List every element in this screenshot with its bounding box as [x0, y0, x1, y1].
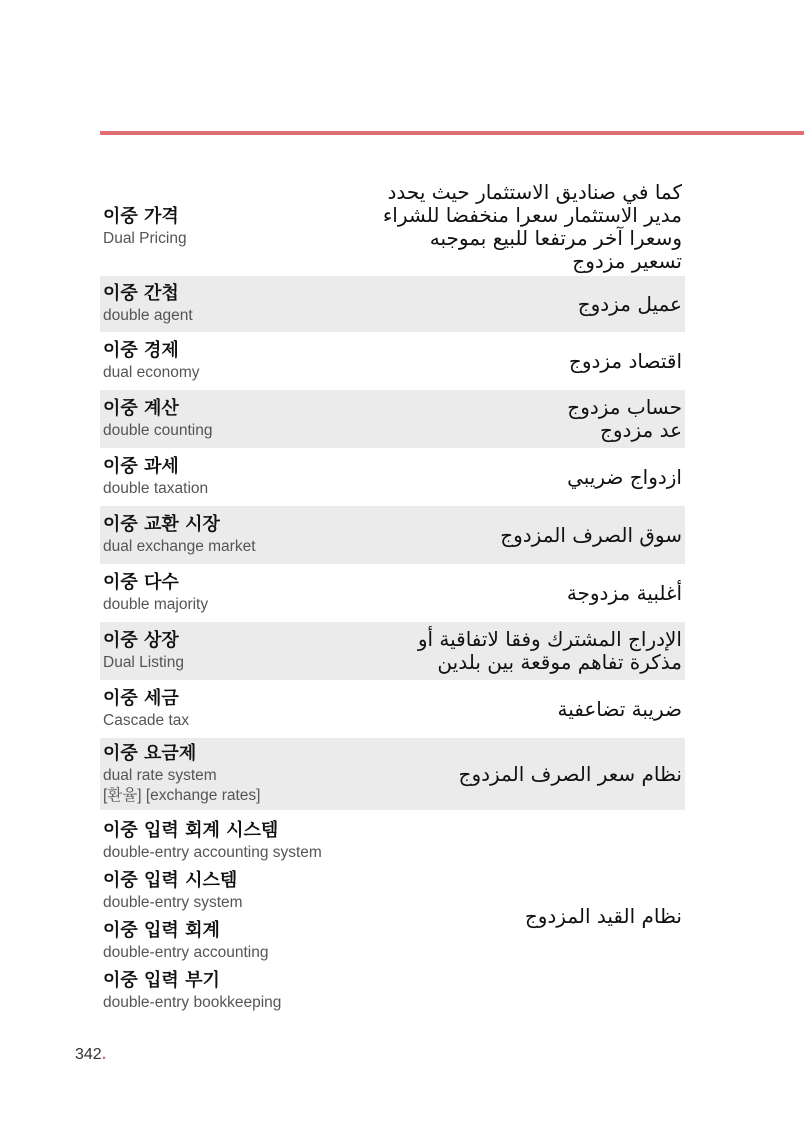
glossary-entry	[100, 680, 685, 738]
arabic-translation: اقتصاد مزدوج	[568, 348, 682, 373]
english-term: double taxation	[103, 480, 209, 497]
term-pair	[103, 919, 322, 969]
term-pair	[103, 869, 322, 919]
top-accent-rule	[100, 131, 804, 135]
arabic-translation: الإدراج المشترك وفقا لاتفاقية أو مذكرة تفاهم موقعة بين بلدين	[417, 627, 682, 674]
glossary-entry	[100, 810, 685, 1022]
glossary-entry	[100, 448, 685, 506]
arabic-translation: نظام القيد المزدوج	[524, 903, 682, 928]
korean-term: 이중 입력 회계 시스템	[103, 820, 279, 841]
glossary-entry	[100, 622, 685, 680]
english-term: double agent	[103, 307, 193, 324]
page-number-text: 342	[75, 1046, 102, 1063]
korean-term: 이중 과세	[103, 456, 179, 477]
english-term: double-entry accounting system	[103, 844, 322, 861]
arabic-translation: ازدواج ضريبي	[567, 464, 682, 489]
page-number-dot: .	[101, 1046, 107, 1063]
term-pair	[103, 819, 322, 869]
arabic-translation: حساب مزدوج عد مزدوج	[567, 395, 682, 442]
english-term: dual rate system	[103, 767, 217, 784]
arabic-translation: ضريبة تضاعفية	[557, 696, 682, 721]
korean-term: 이중 경제	[103, 340, 179, 361]
korean-term: 이중 간첩	[103, 283, 179, 304]
glossary-entry	[100, 390, 685, 448]
english-term: double counting	[103, 422, 213, 439]
korean-term: 이중 요금제	[103, 743, 197, 764]
english-term: Cascade tax	[103, 712, 190, 729]
korean-term: 이중 교환 시장	[103, 514, 220, 535]
arabic-translation: سوق الصرف المزدوج	[500, 522, 682, 547]
korean-term: 이중 세금	[103, 688, 179, 709]
korean-term: 이중 입력 시스템	[103, 870, 238, 891]
glossary-entry	[100, 178, 685, 276]
glossary-entry	[100, 276, 685, 332]
korean-term: 이중 다수	[103, 572, 179, 593]
korean-term: 이중 입력 회계	[103, 920, 220, 941]
glossary-entry	[100, 506, 685, 564]
arabic-translation: أغلبية مزدوجة	[566, 580, 682, 605]
korean-term: 이중 상장	[103, 630, 179, 651]
english-term: double majority	[103, 596, 209, 613]
english-term: Dual Pricing	[103, 230, 187, 247]
korean-term: 이중 계산	[103, 398, 179, 419]
english-term: double-entry accounting	[103, 944, 269, 961]
glossary-list	[100, 178, 685, 1022]
page-number	[75, 1046, 106, 1064]
english-term: double-entry bookkeeping	[103, 994, 282, 1011]
category-note: [환율] [exchange rates]	[103, 787, 261, 804]
english-term: double-entry system	[103, 894, 243, 911]
english-term: Dual Listing	[103, 654, 184, 671]
korean-term: 이중 가격	[103, 206, 179, 227]
arabic-translation: نظام سعر الصرف المزدوج	[458, 761, 682, 786]
korean-term: 이중 입력 부기	[103, 970, 220, 991]
glossary-entry	[100, 332, 685, 390]
arabic-translation: كما في صناديق الاستثمار حيث يحدد مدير الاستثمار سعرا منخفضا للشراء وسعرا آخر مرتفعا للبيع بموجبه تسعير مزدوج	[382, 180, 682, 273]
english-term: dual exchange market	[103, 538, 256, 555]
glossary-entry	[100, 738, 685, 810]
arabic-translation: عميل مزدوج	[577, 291, 682, 316]
english-term: dual economy	[103, 364, 200, 381]
glossary-entry	[100, 564, 685, 622]
term-pair	[103, 969, 322, 1013]
